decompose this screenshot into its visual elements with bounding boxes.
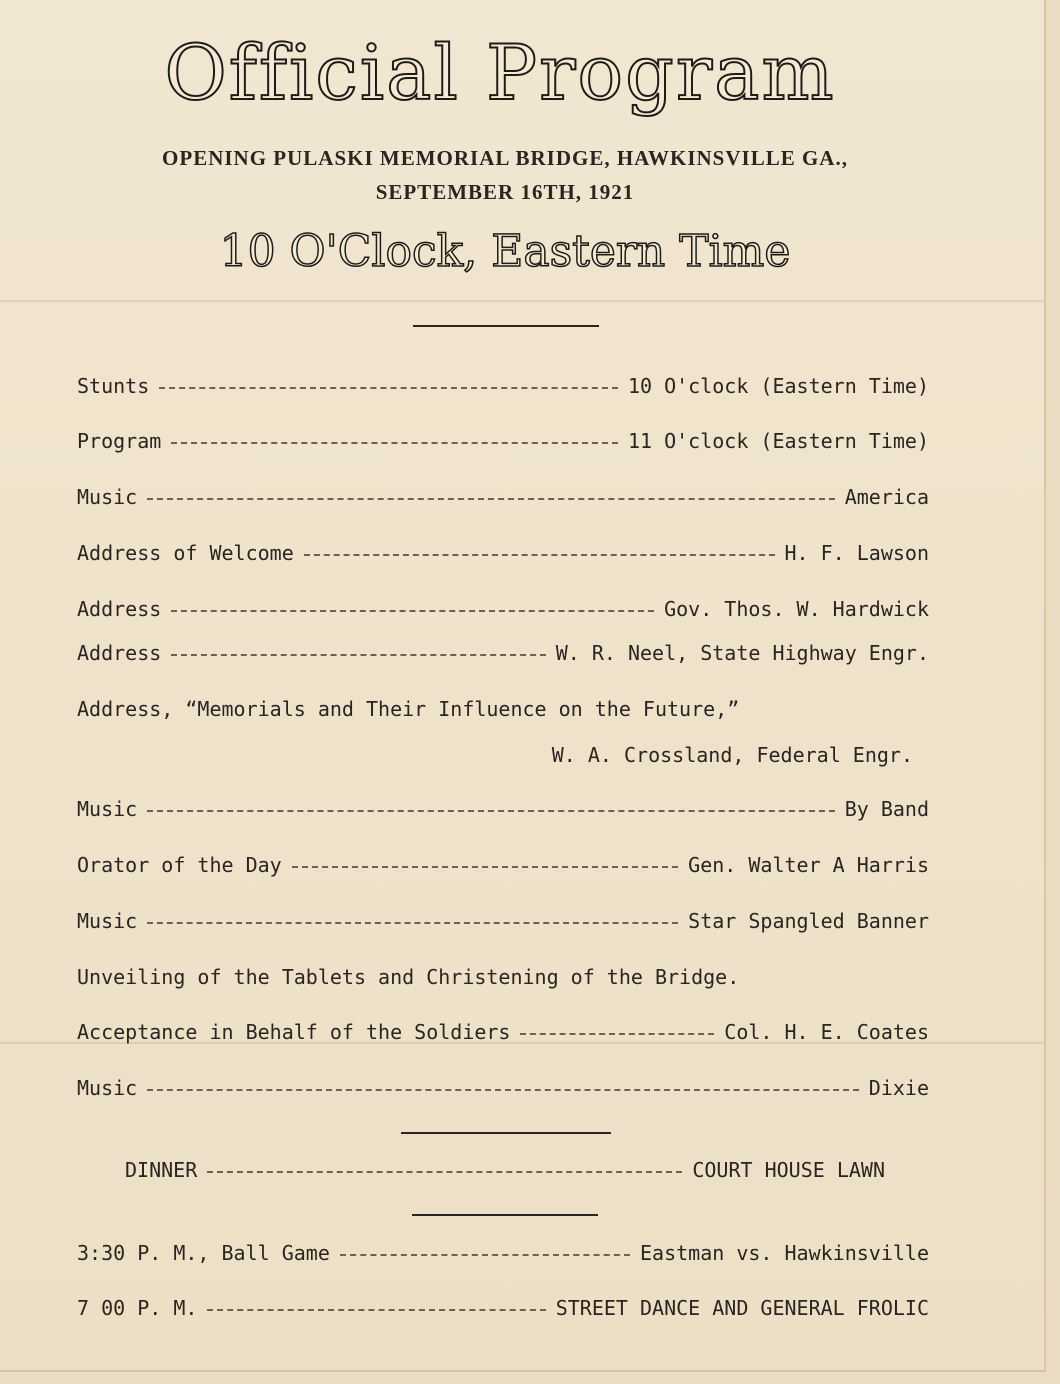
item-label: Music: [77, 909, 138, 933]
divider: [401, 1132, 611, 1134]
item-value: 10 O'clock (Eastern Time): [627, 374, 929, 398]
item-value: 11 O'clock (Eastern Time): [627, 429, 929, 453]
program-row: [77, 909, 929, 933]
dinner-row: [125, 1158, 885, 1182]
program-row: [77, 853, 929, 877]
item-value: Eastman vs. Hawkinsville: [640, 1241, 929, 1265]
item-label: Unveiling of the Tablets and Christening of the Bridge.: [77, 965, 740, 989]
item-value: Gen. Walter A Harris: [688, 853, 929, 877]
dot-leader: [292, 866, 678, 868]
dot-leader: [304, 554, 775, 556]
item-label: Address, “Memorials and Their Influence on the Future,”: [77, 697, 740, 721]
item-label: Address: [77, 597, 162, 621]
dot-leader: [207, 1309, 545, 1311]
page-title: Official Program: [164, 28, 836, 117]
item-label: 7 00 P. M.: [77, 1296, 198, 1320]
divider: [413, 325, 599, 327]
program-row: [77, 429, 929, 453]
afternoon-row: [77, 1296, 929, 1320]
program-row: [77, 541, 929, 565]
afternoon-row: [77, 1241, 929, 1265]
item-label: Orator of the Day: [77, 853, 282, 877]
item-value: Col. H. E. Coates: [724, 1020, 929, 1044]
program-row: [77, 485, 929, 509]
program-row: [77, 374, 929, 398]
item-label: Program: [77, 429, 162, 453]
event-date: SEPTEMBER 16TH, 1921: [375, 180, 635, 204]
item-label: Music: [77, 1076, 138, 1100]
dot-leader: [147, 498, 834, 500]
program-row: [77, 797, 929, 821]
item-value: Dixie: [868, 1076, 929, 1100]
dot-leader: [171, 442, 618, 444]
dot-leader: [520, 1033, 714, 1035]
dot-leader: [159, 387, 618, 389]
start-time: 10 O'Clock, Eastern Time: [219, 226, 791, 277]
dot-leader: [207, 1171, 682, 1173]
item-value: W. A. Crossland, Federal Engr.: [551, 743, 913, 767]
program-row: [77, 1020, 929, 1044]
dot-leader: [171, 654, 545, 656]
program-row: [77, 1076, 929, 1100]
item-label: Address: [77, 641, 162, 665]
item-label: DINNER: [125, 1158, 198, 1182]
item-value: W. R. Neel, State Highway Engr.: [555, 641, 929, 665]
item-value: Gov. Thos. W. Hardwick: [664, 597, 929, 621]
fold-crease: [0, 300, 1044, 302]
event-subtitle: OPENING PULASKI MEMORIAL BRIDGE, HAWKINSVILLE GA.,: [162, 146, 848, 170]
dot-leader: [171, 610, 654, 612]
dot-leader: [340, 1254, 630, 1256]
item-value: America: [844, 485, 929, 509]
item-value: STREET DANCE AND GENERAL FROLIC: [555, 1296, 929, 1320]
divider: [412, 1214, 598, 1216]
dot-leader: [147, 922, 678, 924]
item-label: Music: [77, 797, 138, 821]
item-value: Star Spangled Banner: [688, 909, 929, 933]
item-label: Address of Welcome: [77, 541, 294, 565]
item-label: Stunts: [77, 374, 150, 398]
item-label: Acceptance in Behalf of the Soldiers: [77, 1020, 511, 1044]
item-value: COURT HOUSE LAWN: [692, 1158, 885, 1182]
item-value: By Band: [844, 797, 929, 821]
dot-leader: [147, 1089, 859, 1091]
dot-leader: [147, 810, 834, 812]
program-row: [77, 597, 929, 621]
program-row: [77, 641, 929, 665]
item-label: 3:30 P. M., Ball Game: [77, 1241, 330, 1265]
item-label: Music: [77, 485, 138, 509]
item-value: H. F. Lawson: [784, 541, 929, 565]
